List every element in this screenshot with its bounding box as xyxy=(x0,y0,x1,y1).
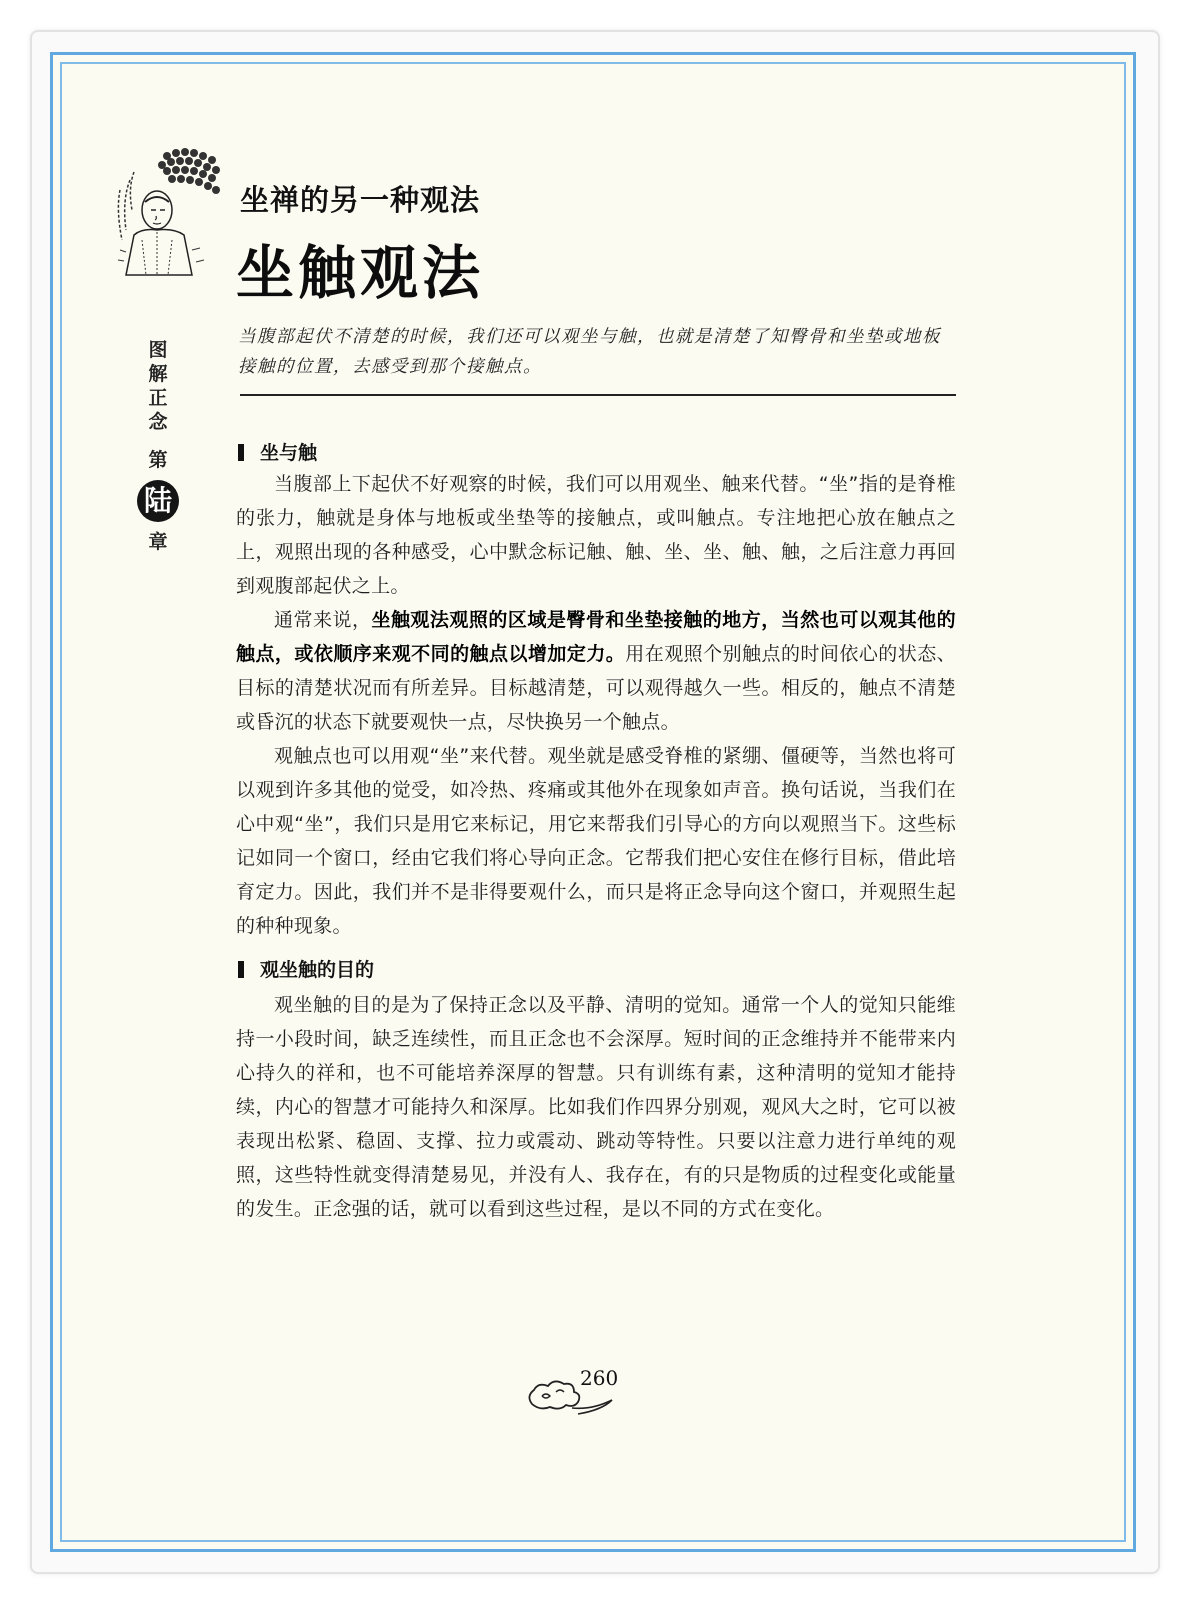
chapter-sidebar xyxy=(140,338,176,554)
page-footer xyxy=(522,1362,622,1422)
section-body xyxy=(236,988,956,1226)
page-title: 坐触观法 xyxy=(236,239,485,307)
sidebar-char: 正 xyxy=(148,387,168,409)
chapter-number-badge: 陆 xyxy=(137,480,179,522)
paragraph-emphasis: 坐触观法观照的区域是臀骨和坐垫接触的地方，当然也可以观其他的触点，或依顺序来观不同的触点以增加定力。 xyxy=(236,609,956,665)
sidebar-char: 解 xyxy=(148,363,168,385)
section-heading-text: 坐与触 xyxy=(260,442,318,464)
heading-bar-icon xyxy=(238,961,244,978)
intro-text: 当腹部起伏不清楚的时候，我们还可以观坐与触，也就是清楚了知臀骨和坐垫或地板接触的位置，去感受到那个接触点。 xyxy=(238,327,941,377)
monk-illustration-icon xyxy=(112,140,227,280)
chapter-suffix: 章 xyxy=(148,531,168,553)
paragraph xyxy=(236,603,956,739)
paragraph: 当腹部上下起伏不好观察的时候，我们可以用观坐、触来代替。“坐”指的是脊椎的张力，触就是身体与地板或坐垫等的接触点，或叫触点。专注地把心放在触点之上，观照出现的各种感受，心中默念标记触、触、坐、坐、触、触，之后注意力再回到观腹部起伏之上。 xyxy=(236,473,956,597)
page-subtitle: 坐禅的另一种观法 xyxy=(240,183,481,217)
paragraph-lead: 通常来说， xyxy=(274,609,372,631)
paragraph-rest: 用在观照个别触点的时间依心的状态、目标的清楚状况而有所差异。目标越清楚，可以观得越久一些。相反的，触点不清楚或昏沉的状态下就要观快一点，尽快换另一个触点。 xyxy=(236,643,956,733)
sidebar-char: 念 xyxy=(148,411,168,433)
section-heading xyxy=(238,438,317,465)
heading-bar-icon xyxy=(238,444,244,461)
section-heading xyxy=(238,955,374,982)
divider xyxy=(240,394,956,396)
paragraph: 观坐触的目的是为了保持正念以及平静、清明的觉知。通常一个人的觉知只能维持一小段时间，缺乏连续性，而且正念也不会深厚。短时间的正念维持并不能带来内心持久的祥和，也不可能培养深厚的智慧。只有训练有素，这种清明的觉知才能持续，内心的智慧才可能持久和深厚。比如我们作四界分别观，观风大之时，它可以被表现出松紧、稳固、支撑、拉力或震动、跳动等特性。只要以注意力进行单纯的观照，这些特性就变得清楚易见，并没有人、我存在，有的只是物质的过程变化或能量的发生。正念强的话，就可以看到这些过程，是以不同的方式在变化。 xyxy=(236,994,956,1220)
section-heading-text: 观坐触的目的 xyxy=(260,959,375,981)
sidebar-char: 图 xyxy=(148,339,168,361)
page-number: 260 xyxy=(580,1366,619,1390)
section-body xyxy=(236,467,956,943)
paragraph: 观触点也可以用观“坐”来代替。观坐就是感受脊椎的紧绷、僵硬等，当然也将可以观到许多其他的觉受，如冷热、疼痛或其他外在现象如声音。换句话说，当我们在心中观“坐”，我们只是用它来标记，用它来帮我们引导心的方向以观照当下。这些标记如同一个窗口，经由它我们将心导向正念。它帮我们把心安住在修行目标，借此培育定力。因此，我们并不是非得要观什么，而只是将正念导向这个窗口，并观照生起的种种现象。 xyxy=(236,745,956,937)
chapter-prefix: 第 xyxy=(148,449,168,471)
